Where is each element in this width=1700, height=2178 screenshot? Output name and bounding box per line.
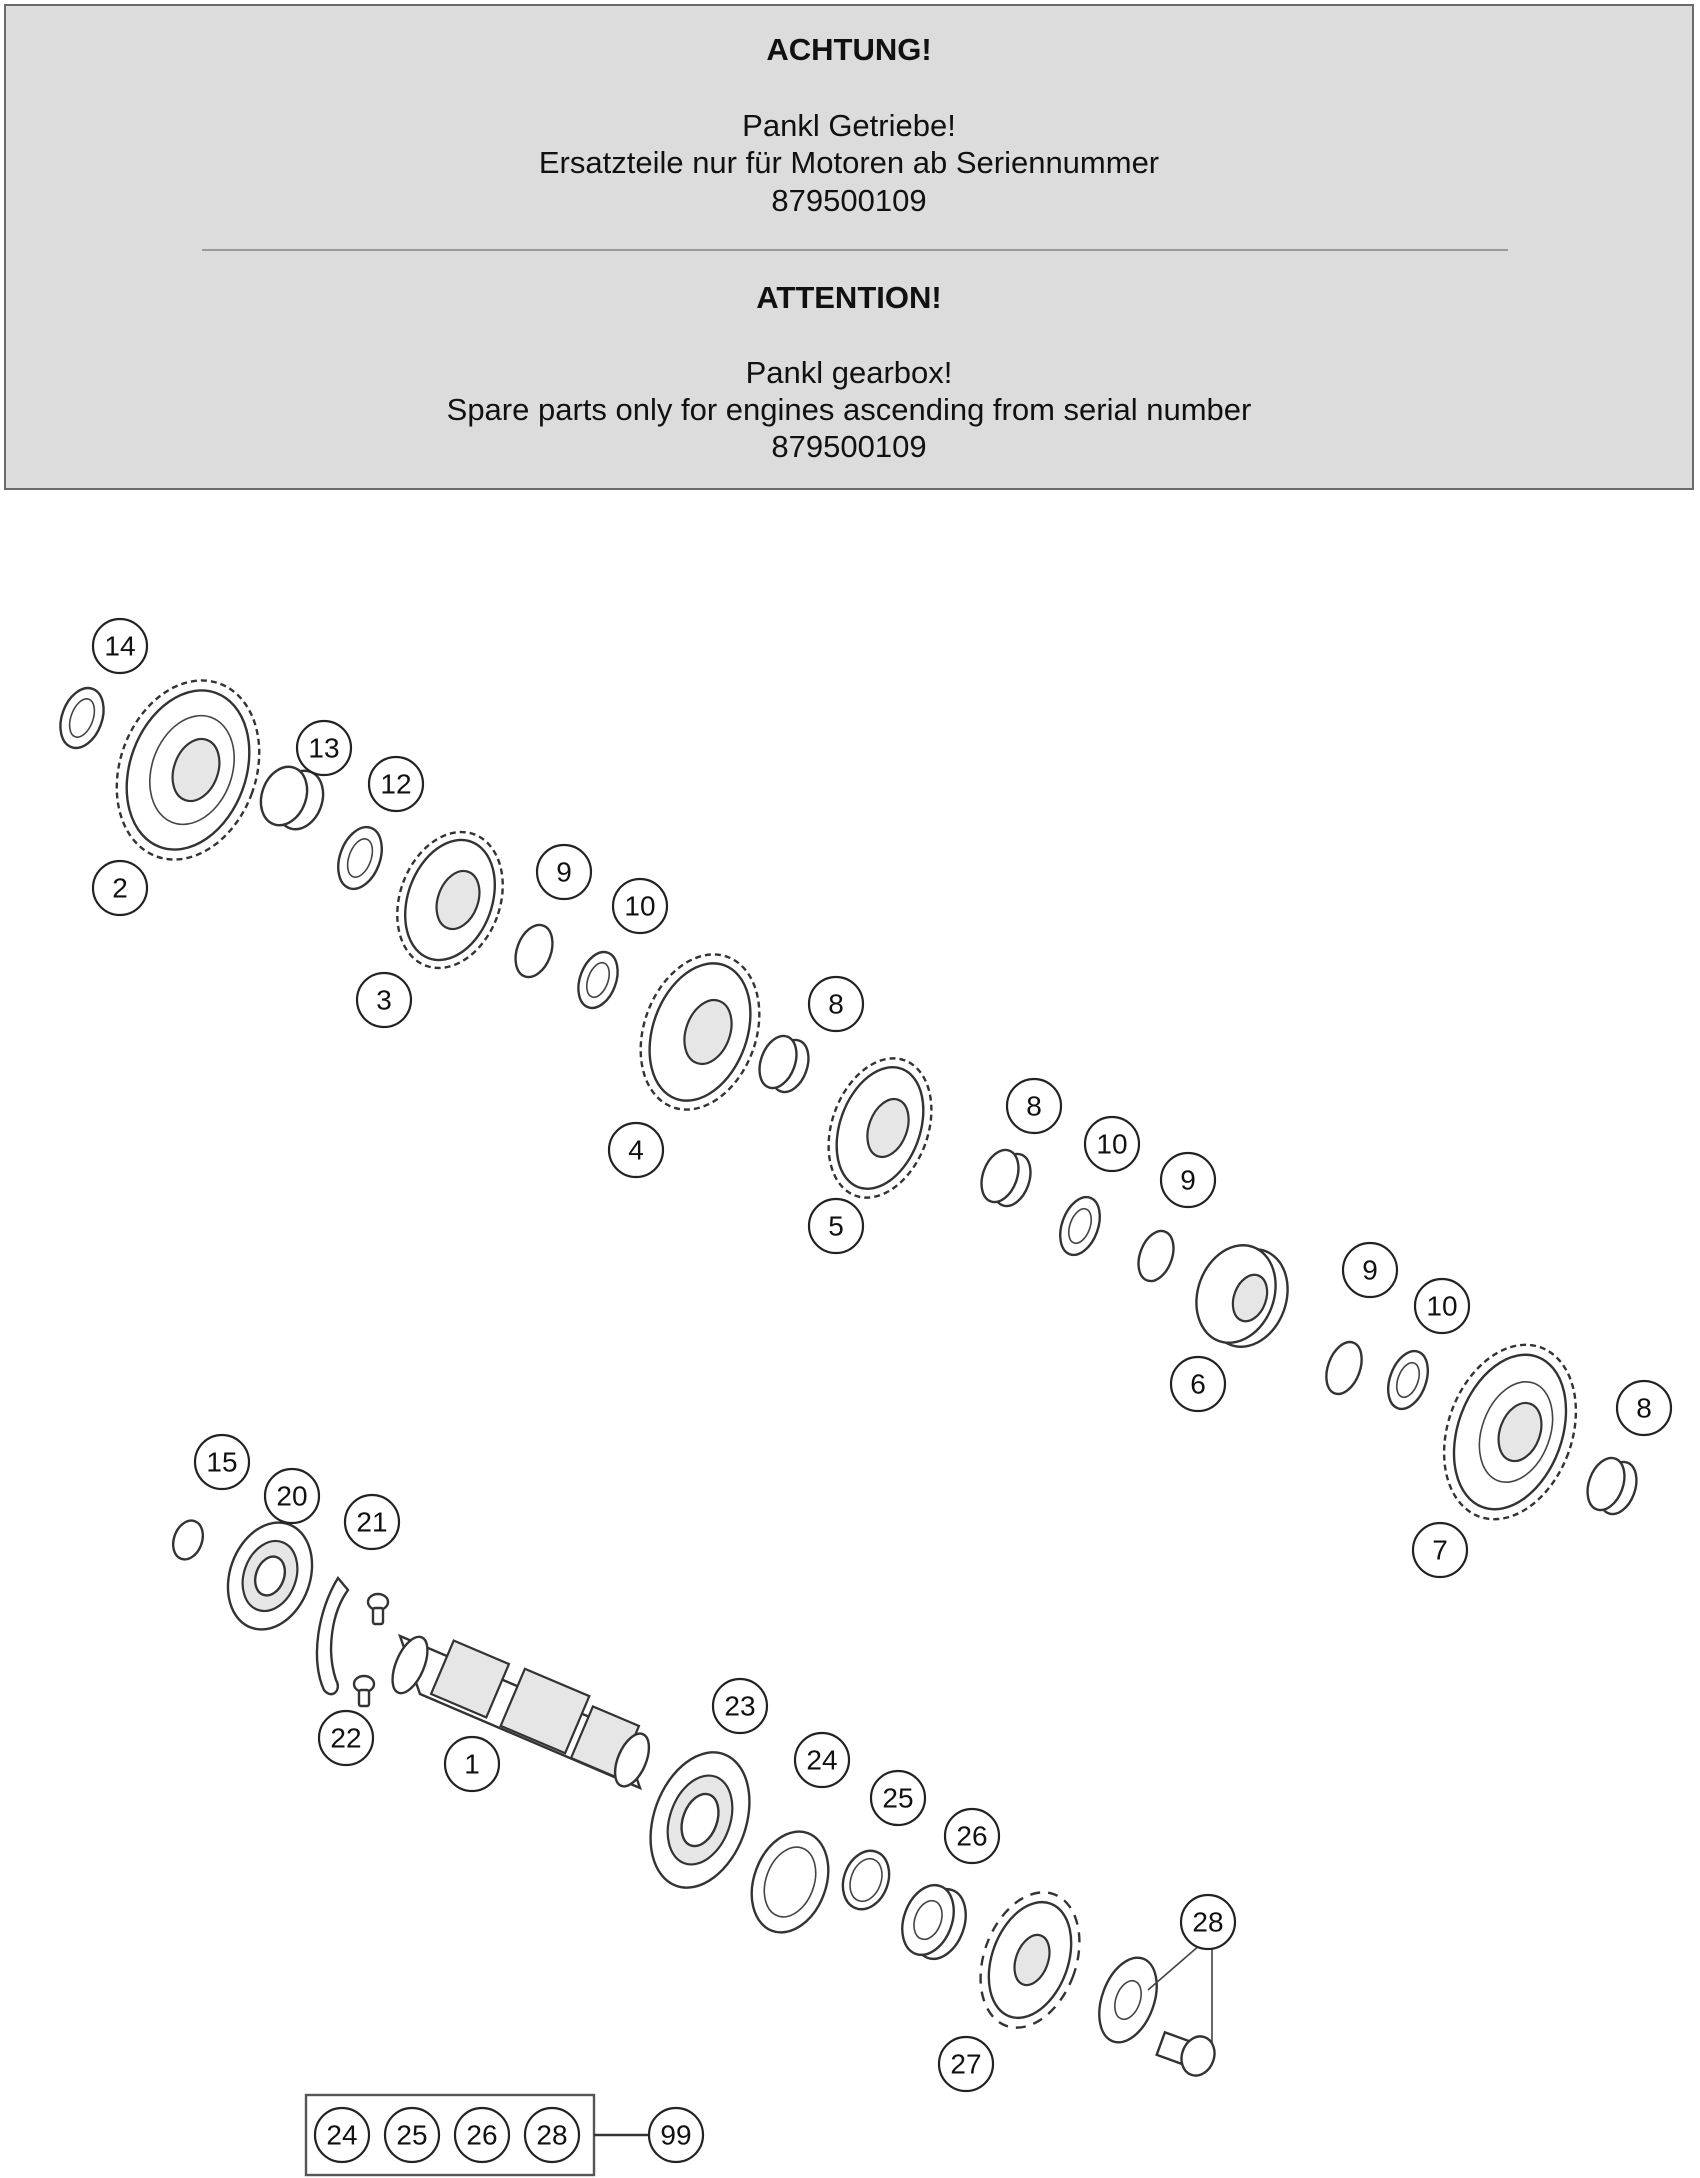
washer-part-12 xyxy=(330,821,389,895)
svg-text:27: 27 xyxy=(950,2048,982,2080)
callout-10b xyxy=(1085,1117,1139,1171)
svg-text:9: 9 xyxy=(1362,1254,1378,1286)
svg-text:20: 20 xyxy=(276,1480,308,1512)
svg-text:4: 4 xyxy=(628,1134,644,1166)
svg-text:25: 25 xyxy=(882,1782,914,1814)
svg-text:23: 23 xyxy=(724,1690,756,1722)
notice-serial-de: 879500109 xyxy=(771,183,927,218)
circlip-part-15 xyxy=(168,1516,208,1563)
callout-8b xyxy=(1007,1079,1061,1133)
callout-9a xyxy=(537,845,591,899)
notice-title-de: ACHTUNG! xyxy=(766,32,932,67)
callout-20 xyxy=(265,1469,319,1523)
gear-part-6 xyxy=(1183,1234,1301,1358)
callout-4 xyxy=(609,1123,663,1177)
callout-12 xyxy=(369,757,423,811)
svg-text:1: 1 xyxy=(464,1748,480,1780)
svg-text:24: 24 xyxy=(806,1744,838,1776)
callout-10c xyxy=(1415,1279,1469,1333)
gear-part-5 xyxy=(810,1044,949,1212)
callout-8c xyxy=(1617,1381,1671,1435)
callout-21 xyxy=(345,1495,399,1549)
bushing-part-8c xyxy=(1581,1453,1643,1519)
callout-27 xyxy=(939,2037,993,2091)
circlip-part-9a xyxy=(509,920,559,982)
retainer-plate-part-21 xyxy=(317,1578,348,1694)
callout-9c xyxy=(1343,1243,1397,1297)
callout-26 xyxy=(945,1809,999,1863)
bearing-part-23 xyxy=(633,1738,767,1901)
callout-22 xyxy=(319,1711,373,1765)
gear-part-3 xyxy=(379,817,521,983)
svg-text:26: 26 xyxy=(956,1820,988,1852)
svg-text:3: 3 xyxy=(376,984,392,1016)
svg-text:9: 9 xyxy=(1180,1164,1196,1196)
kit-result-99 xyxy=(649,2108,703,2162)
o-ring-part-25 xyxy=(835,1844,897,1915)
sprocket-washer-part-28 xyxy=(1089,1950,1168,2050)
circlip-part-9c xyxy=(1320,1337,1369,1399)
svg-text:12: 12 xyxy=(380,768,412,800)
svg-text:10: 10 xyxy=(1426,1290,1458,1322)
callout-7 xyxy=(1413,1523,1467,1577)
circlip-part-9b xyxy=(1132,1226,1180,1286)
lock-washer-part-10c xyxy=(1381,1346,1435,1415)
lock-washer-part-10a xyxy=(571,947,625,1014)
callout-2 xyxy=(93,861,147,915)
svg-text:21: 21 xyxy=(356,1506,388,1538)
svg-text:22: 22 xyxy=(330,1722,362,1754)
screw-part-22 xyxy=(354,1594,388,1706)
svg-text:26: 26 xyxy=(466,2119,498,2151)
gear-part-2 xyxy=(93,660,284,879)
distance-sleeve-part-26 xyxy=(893,1878,975,1966)
svg-text:6: 6 xyxy=(1190,1368,1206,1400)
sprocket-part-27 xyxy=(963,1878,1097,2041)
callout-5 xyxy=(809,1199,863,1253)
svg-text:10: 10 xyxy=(1096,1128,1128,1160)
collar-bolt-part-28 xyxy=(1157,2032,1220,2081)
callout-14 xyxy=(93,619,147,673)
svg-text:8: 8 xyxy=(1026,1090,1042,1122)
svg-text:8: 8 xyxy=(828,988,844,1020)
callout-25 xyxy=(871,1771,925,1825)
callout-1 xyxy=(445,1737,499,1791)
kit-item-26 xyxy=(455,2108,509,2162)
notice-text-de-1: Pankl Getriebe! xyxy=(742,108,956,143)
svg-text:25: 25 xyxy=(396,2119,428,2151)
svg-text:5: 5 xyxy=(828,1210,844,1242)
svg-text:7: 7 xyxy=(1432,1534,1448,1566)
notice-text-en-2: Spare parts only for engines ascending from serial number xyxy=(446,392,1252,427)
svg-text:2: 2 xyxy=(112,872,128,904)
kit-item-28 xyxy=(525,2108,579,2162)
bushing-part-8a xyxy=(753,1031,815,1097)
callout-3 xyxy=(357,973,411,1027)
callout-13 xyxy=(297,721,351,775)
shaft-seal-part-24 xyxy=(738,1821,841,1943)
callout-9b xyxy=(1161,1153,1215,1207)
svg-text:14: 14 xyxy=(104,630,136,662)
kit-box xyxy=(306,2095,594,2175)
svg-text:8: 8 xyxy=(1636,1392,1652,1424)
svg-text:28: 28 xyxy=(1192,1906,1224,1938)
kit-item-25 xyxy=(385,2108,439,2162)
svg-text:9: 9 xyxy=(556,856,572,888)
notice-text-de-2: Ersatzteile nur für Motoren ab Seriennummer xyxy=(538,145,1160,180)
svg-text:15: 15 xyxy=(206,1446,238,1478)
svg-text:10: 10 xyxy=(624,890,656,922)
notice-text-en-1: Pankl gearbox! xyxy=(745,355,953,390)
callout-28 xyxy=(1181,1895,1235,1949)
callout-10a xyxy=(613,879,667,933)
bushing-part-8b xyxy=(975,1145,1037,1211)
svg-text:28: 28 xyxy=(536,2119,568,2151)
lock-washer-part-10b xyxy=(1053,1192,1107,1261)
gear-part-7 xyxy=(1421,1326,1599,1538)
svg-text:13: 13 xyxy=(308,732,340,764)
main-shaft-part-1 xyxy=(385,1632,655,1791)
notice-title-en: ATTENTION! xyxy=(756,280,942,315)
svg-text:24: 24 xyxy=(326,2119,358,2151)
callout-6 xyxy=(1171,1357,1225,1411)
svg-text:99: 99 xyxy=(660,2119,692,2151)
washer-part-14 xyxy=(53,682,112,754)
notice-serial-en: 879500109 xyxy=(771,429,927,464)
bearing-part-20 xyxy=(214,1511,327,1642)
callout-23 xyxy=(713,1679,767,1733)
callout-24 xyxy=(795,1733,849,1787)
callout-8a xyxy=(809,977,863,1031)
callout-15 xyxy=(195,1435,249,1489)
kit-item-24 xyxy=(315,2108,369,2162)
gear-part-4 xyxy=(620,938,780,1127)
